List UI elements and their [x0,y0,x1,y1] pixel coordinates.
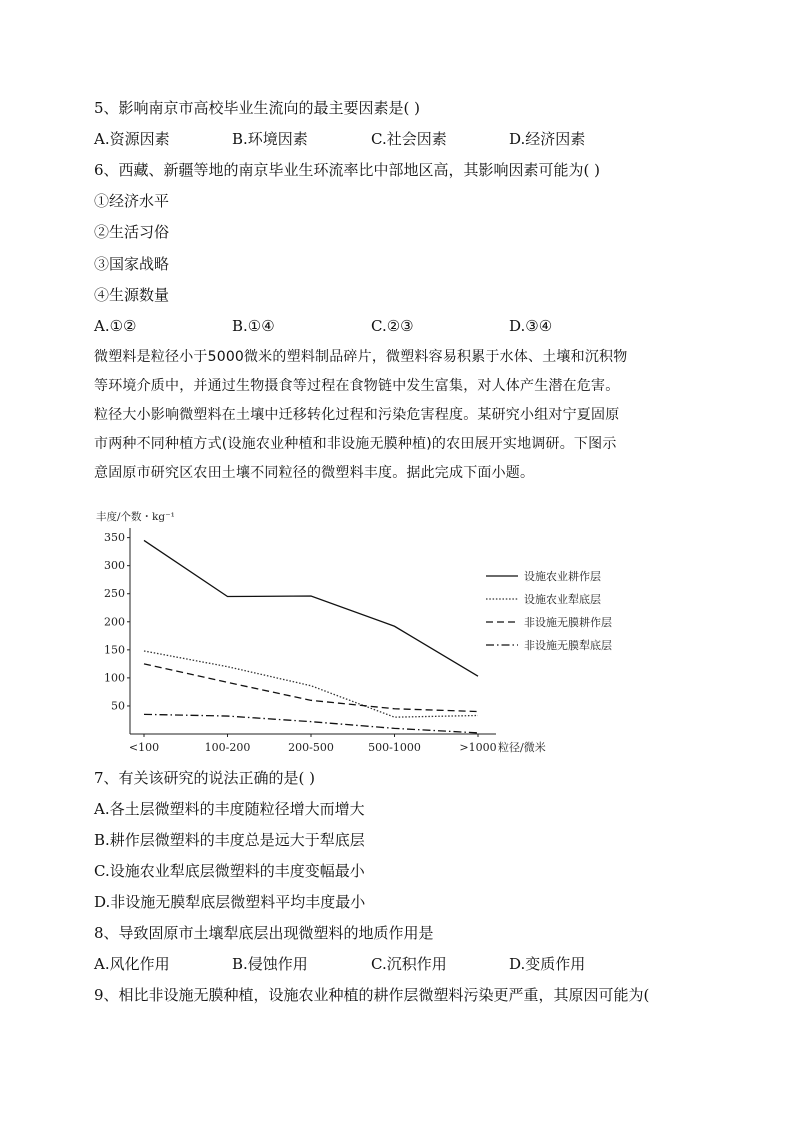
y-tick-label: 150 [104,643,125,657]
q7-choice-a[interactable]: A.各土层微塑料的丰度随粒径增大而增大 [94,800,365,818]
q5-stem: 5、影响南京市高校毕业生流向的最主要因素是( ) [94,99,421,117]
y-tick-label: 350 [104,531,125,545]
q7-choice-d[interactable]: D.非设施无膜犁底层微塑料平均丰度最小 [94,893,366,911]
passage-line: 市两种不同种植方式(设施农业种植和非设施无膜种植)的农田展开实地调研。下图示 [94,436,617,452]
series-line [144,651,478,717]
q7-stem: 7、有关该研究的说法正确的是( ) [94,769,316,787]
x-tick-label: >1000 [459,741,497,754]
q6-stem: 6、西藏、新疆等地的南京毕业生环流率比中部地区高，其影响因素可能为( ) [94,161,601,179]
q6-option-a[interactable]: A.①② [94,317,137,335]
q6-item-1: ①经济水平 [94,192,170,210]
q9-stem: 9、相比非设施无膜种植，设施农业种植的耕作层微塑料污染更严重，其原因可能为( [94,986,650,1004]
y-tick-label: 300 [104,559,125,573]
q5-option-c[interactable]: C.社会因素 [371,130,447,148]
q6-item-3: ③国家战略 [94,255,170,273]
q8-option-c[interactable]: C.沉积作用 [371,955,447,973]
legend-label: 设施农业耕作层 [524,570,601,583]
q5-option-d[interactable]: D.经济因素 [509,130,586,148]
microplastic-abundance-chart [88,506,648,758]
y-tick-label: 50 [111,699,125,713]
passage-line: 微塑料是粒径小于5000微米的塑料制品碎片，微塑料容易积累于水体、土壤和沉积物 [94,349,628,365]
legend-label: 非设施无膜犁底层 [524,639,612,652]
x-ticks [129,734,497,754]
y-axis-label: 丰度/个数・kg⁻¹ [96,511,175,523]
q8-option-d[interactable]: D.变质作用 [509,955,586,973]
x-tick-label: 500-1000 [368,741,421,754]
x-tick-label: 100-200 [204,741,251,754]
y-ticks [104,531,130,712]
q6-item-2: ②生活习俗 [94,223,170,241]
y-tick-label: 200 [104,615,125,629]
passage-line: 等环境介质中，并通过生物摄食等过程在食物链中发生富集，对人体产生潜在危害。 [94,378,620,394]
legend [486,569,612,652]
q7-choice-b[interactable]: B.耕作层微塑料的丰度总是远大于犁底层 [94,831,365,849]
y-tick-label: 100 [104,671,125,685]
x-axis-label: 粒径/微米 [498,741,546,754]
passage-line: 意固原市研究区农田土壤不同粒径的微塑料丰度。据此完成下面小题。 [94,465,535,481]
q5-option-a[interactable]: A.资源因素 [94,130,170,148]
q8-stem: 8、导致固原市土壤犁底层出现微塑料的地质作用是 [94,924,434,942]
q6-option-c[interactable]: C.②③ [371,317,414,335]
series-line [144,540,478,676]
passage [94,343,708,488]
q8-option-b[interactable]: B.侵蚀作用 [232,955,308,973]
x-tick-label: <100 [128,741,160,754]
passage-line: 粒径大小影响微塑料在土壤中迁移转化过程和污染危害程度。某研究小组对宁夏固原 [94,407,620,423]
legend-label: 非设施无膜耕作层 [524,616,612,629]
q6-option-b[interactable]: B.①④ [232,317,275,335]
q7-choice-c[interactable]: C.设施农业犁底层微塑料的丰度变幅最小 [94,862,365,880]
q6-item-4: ④生源数量 [94,286,170,304]
x-tick-label: 200-500 [288,741,334,754]
series-line [144,664,478,712]
series-lines [144,540,478,732]
q5-option-b[interactable]: B.环境因素 [232,130,308,148]
q8-option-a[interactable]: A.风化作用 [94,955,170,973]
y-tick-label: 250 [104,587,125,601]
q6-option-d[interactable]: D.③④ [509,317,553,335]
legend-label: 设施农业犁底层 [524,593,601,606]
series-line [144,714,478,733]
